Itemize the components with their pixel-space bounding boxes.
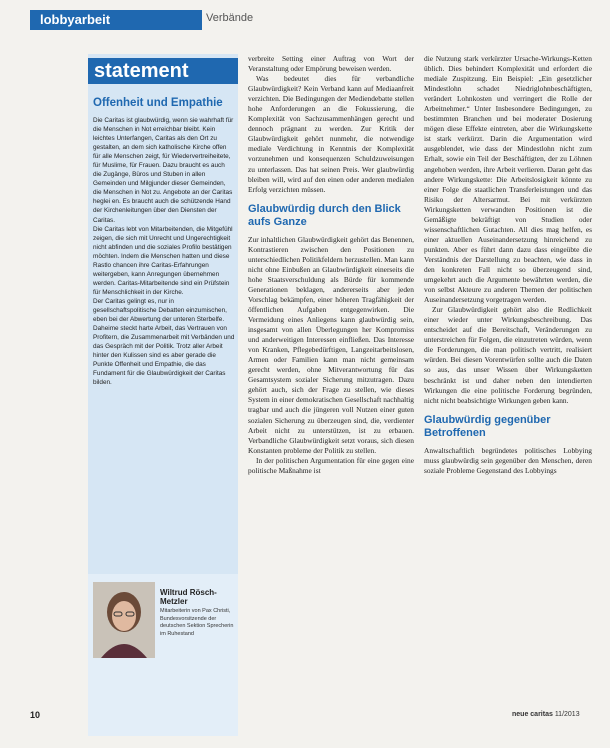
section-tag: lobbyarbeit (30, 10, 202, 30)
body-paragraph: In der politischen Argumentation für eine gegen eine politische Maßnahme ist (248, 455, 414, 475)
sidebar-text (93, 116, 235, 387)
sidebar-paragraph: Die Caritas ist glaubwürdig, wenn sie wahrhaft für die Menschen in Not erreichbar bleibt. Kein leichtes Unterfangen, Caritas als den Ort zu gestalten, an dem sich katholische Kirche offen für alle Menschen zeigt, für Wiedervertreiheitete, für Muslime, für Frauen. Dazu braucht es auch die Zugänge, Büros und Stuben in allen Gemeinden und Milgjunder dieser Gemeinden, die Menschen in Not zu. Angebote an der Caritas heglei en. Es braucht auch die schützende Hand der Kirchenleitungen über den Diensten der Caritas. (93, 117, 234, 224)
body-paragraph: die Nutzung stark verkürzter Ursache-Wirkungs-Ketten üblich. Dies behindert Komplexität und erfordert die mediale Zuspitzung. Ein Beispiel: „Ein gesetzlicher Mindestlohn schadet Niedriglohnbeschäftigten, verändert Lohnkosten und verringert die Rolle der Arbeitnehmer.“ Unter Insbesondere Bedingungen, zu bestimmten Branchen und bei moderater Dosierung mögen diese Effekte eintreten, aber die Wirkungskette ist stark verkürzt. Darin die Argumentation wird ausgeblendet, wie dass der Mindestlohn nicht zum Erhalt, sowie ein Teil der Beschäftigten, der zu Löhnen angehoben werden, ihre Arbeit verlieren. Daran geht das andere Wirkungskette: Die Arbeitslosigkeit könnte zu einer Folge die staatlichen Transferleistungen und das Risiko der Altersarmut. Bei mit verkürzten Wirkungsketten verwandten Positionen ist die Gemäßigte bekräftigt von Studien oder wissenschaftlichen Gutachten. All dies mag helfen, es einer aktuellen Auseinandersetzung hinreichend zu punkten. Aber es führt dann dazu dass eingeübte die Verständnis der Darstellung zu beachten, wie dass in den konkreten Fall nicht so überzeugend sind, umgekehrt auch die Argumente bewährten werden, die von selbst Akteure zu anderen Themen der politischen Auseinandersetzung vorgetragen werden. (424, 54, 592, 305)
magazine-name: neue caritas (512, 711, 553, 718)
body-paragraph: verbreite Setting einer Auftrag von Wort der Veranstaltung oder Empörung beweisen werden. (248, 54, 414, 74)
body-paragraph: Was bedeutet dies für verbandliche Glaubwürdigkeit? Kein Verband kann auf Mediaanfreit verzichten. Die Bedingungen der Mediendebatte stellen hohe Anforderungen an die Fokussierung, die Komplexität von Sachzusammenhängen gerecht und dennoch prägnant zu werden. Zur Kritik der Glaubwürdigkeit gehört nunmehr, die notwendige mediale Verdichtung in Kenntnis der Komplexität vorzunehmen und konsequenzen Schuldzuweisungen zu unterlassen. Das hat seinen Preis. Wer glaubwürdig bleiben will, wird auf den einen oder anderen medialen Erfolg verzichten müssen. (248, 74, 414, 194)
statement-badge: statement (88, 58, 238, 84)
subheading: Glaubwürdig gegenüber Betroffenen (424, 413, 551, 439)
section-label: Verbände (206, 12, 254, 24)
body-paragraph: Zur Glaubwürdigkeit gehört also die Redlichkeit einer wieder unter Wirkungsbeschreibung. Das entscheidet auf die Bereitschaft, Veränderungen zu unterstreichen für Folgen, die einzutreten würden, wenn die Forderungen, die man politisch vertritt, realisiert würden. Bei diesen Vorentwürfen sollte auch die Daten so aus, das unser Wissen über Wirkungsketten beschränkt ist und daher neben den intendierten Wirkungen die eine politische Forderung begründen, nicht nicht beabsichtigte Wirkungen geben kann. (424, 305, 592, 405)
footer-publication (512, 711, 580, 718)
text-column-1 (248, 54, 414, 736)
subheading: Glaubwürdig durch den Blick aufs Ganze (248, 202, 401, 228)
page-number: 10 (30, 710, 41, 720)
issue-number: 11/2013 (554, 711, 580, 718)
author-role: Mitarbeiterin von Pax Christi, Bundesvorsitzende der deutschen Sektion Sprecherin im Ruhestand (160, 608, 234, 637)
author-photo (93, 582, 155, 658)
text-column-2 (424, 54, 592, 736)
sidebar-heading: Offenheit und Empathie (93, 97, 223, 109)
portrait-image (93, 582, 155, 658)
body-paragraph: Anwaltschaftlich begründetes politisches Lobbying muss glaubwürdig sein gegenüber den Menschen, deren soziale Probleme Gegenstand des Lobbyings (424, 445, 592, 475)
body-paragraph: Zur inhaltlichen Glaubwürdigkeit gehört das Benennen, Kontrastieren zwischen den Positionen zu unterschiedlichen Politikfeldern herzustellen. Man kann nicht ohne Einbußen an Glaubwürdigkeit einerseits die hohe Staatsverschuldung als Bürde für kommende Generationen beklagen, andererseits aber jeden Vorschlag bekämpfen, einer höheren Tragfähigkeit der öffentlichen Aufgaben entgegenwirken. Die Vermeidung eines Anliegens kann glaubwürdig sein, insgesamt von allen Überlegungen her Kompromiss und anderweitigen Interessen einfließen. Das Interesse von Kranken, Pflegebedürftigen, Langzeitarbeitslosen, Armen oder Familien kann man nicht gemeinsam gerecht werden, ohne Mitverantwortung für das Gesamtsystem sozialer Sicherung mitzutragen. Dazu gehört auch, sich der Frage zu stellen, wie dieses System in einer demokratischen Gesellschaft nachhaltig tragbar und auch die jüngeren voll Nutzen einer guten sozialen Sicherung zu überzeugen sind, die, verdienter Arbeit nicht zu unterstützen, ist zu erbauen. Verbandliche Glaubwürdigkeit setzt voraus, sich diesen Konstanten probleme der Politik zu stellen. (248, 234, 414, 455)
sidebar-paragraph: Die Caritas lebt von Mitarbeitenden, die Mitgefühl zeigen, die sich mit Unrecht und Ungerechtigkeit nicht abfinden und die soziales Profilo bestätigen möchten. Indem die Menschen hatten und diese Rastlo chancen ihre Caritas-Erfahrungen weitergeben, kann Anregungen übernehmen werden. Caritas-Mitarbeitende sind ein Prüfstein für Menschlichkeit in der Kirche. (93, 225, 233, 296)
sidebar-paragraph: Der Caritas gelingt es, nur in gesellschaftspolitische Debatten einzumischen, eben bei der Abwertung der unteren Sterbelfe. Daheime steckt harte Arbeit, das Vertrauen von Profitern, die Zusammenarbeit mit Verbänden und das Gespräch mit der Politik. Trotz aller Arbeit hinter den Kulissen sind es aber gerade die Punkte Offenheit und Empathie, die das Fundament für die Glaubwürdigkeit der Caritas bilden. (93, 297, 235, 387)
author-name: Wiltrud Rösch-Metzler (160, 588, 217, 606)
